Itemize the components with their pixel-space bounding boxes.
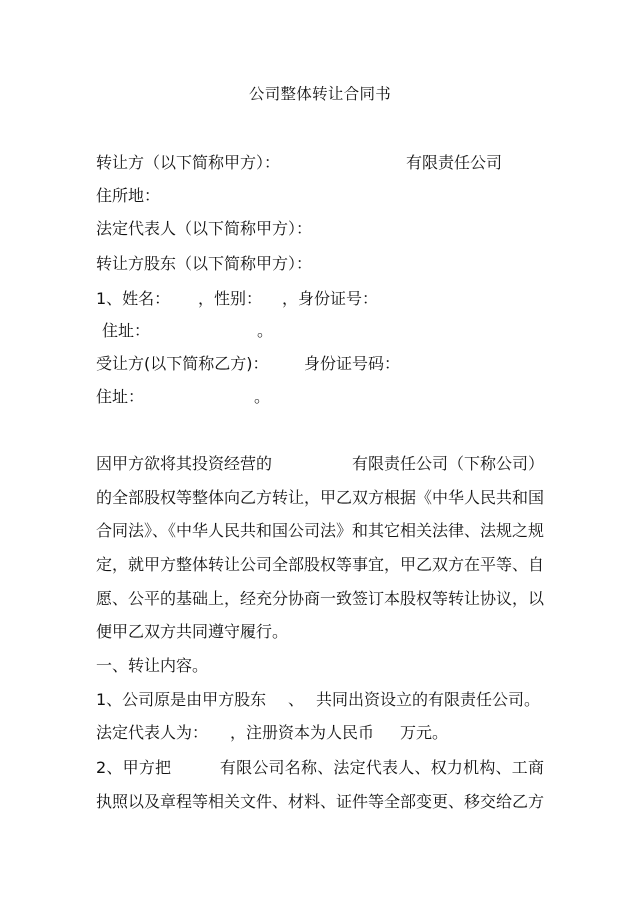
person1-name-label: 1、姓名： bbox=[96, 289, 171, 308]
transferee-address-label: 住址： bbox=[96, 387, 145, 406]
clause1-text: 、 bbox=[288, 690, 305, 709]
transferor-label: 转让方（以下简称甲方）： bbox=[96, 153, 281, 172]
clause1-text: 共同出资设立的有限责任公司。 bbox=[316, 690, 541, 709]
clause1-text: 万元。 bbox=[400, 723, 449, 742]
section-heading: 一、转让内容。 bbox=[96, 656, 209, 675]
preamble-line: 愿、公平的基础上，经充分协商一致签订本股权等转让协议，以 bbox=[96, 589, 545, 608]
clause2-line: 执照以及章程等相关文件、材料、证件等全部变更、移交给乙方 bbox=[96, 792, 545, 811]
transferee-label: 受让方(以下简称乙方)： bbox=[96, 354, 269, 373]
clause1-text: 法定代表人为： bbox=[96, 723, 209, 742]
preamble-line: 合同法》、《中华人民共和国公司法》和其它相关法律、法规之规 bbox=[96, 521, 545, 540]
person1-gender-label: ，性别： bbox=[198, 289, 263, 308]
preamble-line: 的全部股权等整体向乙方转让，甲乙双方根据《中华人民共和国 bbox=[96, 488, 545, 507]
legal-rep-label: 法定代表人（以下简称甲方）： bbox=[96, 219, 313, 238]
person1-address-label: 住址： bbox=[102, 321, 151, 340]
preamble-line: 便甲乙双方共同遵守履行。 bbox=[96, 622, 289, 641]
preamble-line: 定，就甲方整体转让公司全部股权等事宜，甲乙双方在平等、自 bbox=[96, 555, 545, 574]
clause1-text: ，注册资本为人民币 bbox=[230, 723, 375, 742]
period-mark: 。 bbox=[254, 387, 271, 406]
address-label: 住所地： bbox=[96, 186, 161, 205]
document-title: 公司整体转让合同书 bbox=[248, 85, 392, 103]
transferee-id-label: 身份证号码： bbox=[304, 354, 401, 373]
shareholder-label: 转让方股东（以下简称甲方）： bbox=[96, 254, 313, 273]
clause2-line: 2、甲方把 有限公司名称、法定代表人、权力机构、工商 bbox=[96, 758, 544, 777]
person1-id-label: ，身份证号： bbox=[282, 289, 379, 308]
clause1-text: 1、公司原是由甲方股东 bbox=[96, 690, 267, 709]
period-mark: 。 bbox=[257, 321, 274, 340]
preamble-line: 因甲方欲将其投资经营的 有限责任公司（下称公司） bbox=[96, 454, 545, 473]
company-suffix: 有限责任公司 bbox=[406, 153, 503, 172]
